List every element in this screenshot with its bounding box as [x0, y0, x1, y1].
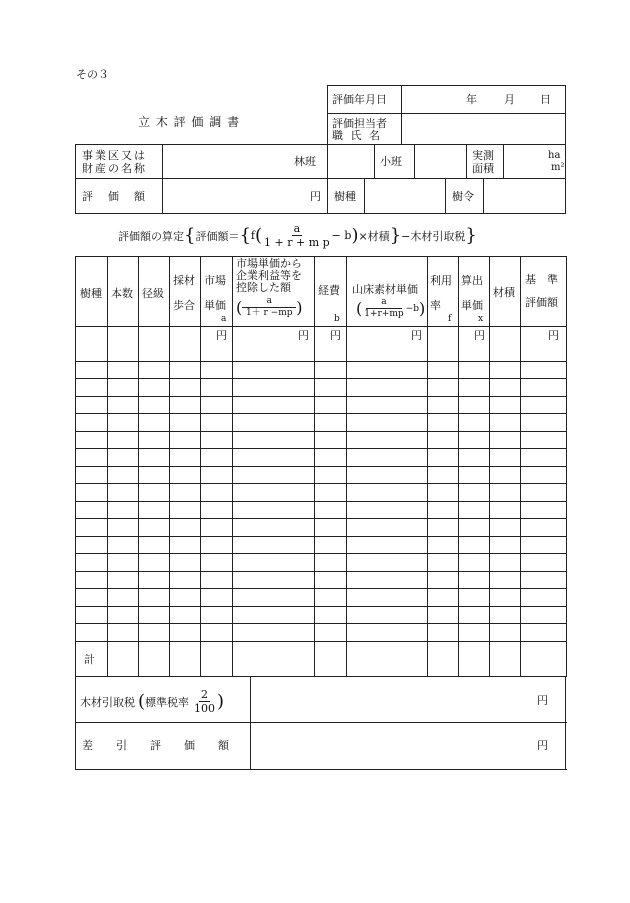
business-label-1: 事業区又は: [82, 149, 147, 162]
col-header-calc-2: 単価: [461, 299, 483, 312]
formula-num: a: [293, 222, 301, 235]
actual-area-label-2: 面積: [472, 162, 494, 175]
eval-amount-label: 評 価 額: [82, 190, 147, 203]
eval-date-field[interactable]: [402, 86, 565, 113]
eval-amount-yen: 円: [310, 190, 321, 203]
formula-times: ×材積: [358, 229, 390, 243]
form-title: 立 木 評 価 調 書: [138, 115, 241, 129]
day-label: 日: [540, 93, 551, 106]
col-header-cost: 経費: [318, 284, 340, 297]
timber-tax-field[interactable]: [252, 677, 522, 721]
year-label: 年: [466, 93, 477, 106]
deduct-num: a: [242, 297, 296, 308]
month-label: 月: [504, 93, 515, 106]
shohan-label: 小班: [380, 155, 402, 168]
col-header-std-2: 評価額: [525, 296, 558, 309]
formula-minus-b: − b: [331, 229, 352, 242]
deduct-den: 1＋ r −mp: [245, 308, 293, 318]
rate-num: 2: [201, 688, 209, 701]
unit-yen-stumpage: 円: [411, 329, 422, 342]
col-header-deduct-1: 市場単価から: [236, 257, 302, 270]
stump-num: a: [366, 298, 402, 309]
deduct-formula: ( $\frac{a}{1+ r -mp}$ ): [236, 296, 303, 318]
rinpan-label: 林班: [294, 155, 316, 168]
eval-person-field[interactable]: [402, 114, 565, 144]
unit-yen-cost: 円: [330, 329, 341, 342]
eval-amount-field[interactable]: [163, 179, 303, 213]
formula: 評価額の算定 { 評価額＝ { f ( $\frac{a}{\text{1 + r + m p}}$ − b ) ×材積 } −木材引取税 }: [118, 222, 477, 249]
stump-den: 1+r+mp: [364, 309, 404, 319]
col-header-util-2: 率: [430, 299, 441, 312]
col-header-yield-1: 採材: [173, 274, 195, 287]
business-label-2: 財産の名称: [82, 162, 147, 175]
timber-tax-label: 木材引取税 ( 標準税率 $\frac{2}{100}$ ): [80, 688, 225, 715]
col-header-market-2: 単価: [204, 299, 226, 312]
unit-ha: ha: [548, 150, 561, 161]
stump-b: −b: [405, 303, 419, 314]
tree-age-label: 樹令: [452, 190, 474, 203]
formula-den: 1 + r + m p: [264, 236, 330, 249]
net-eval-field[interactable]: [252, 723, 522, 768]
col-header-util-1: 利用: [430, 274, 452, 287]
col-header-count: 本数: [111, 287, 133, 300]
net-eval-yen: 円: [537, 739, 548, 752]
page-label: その３: [76, 68, 109, 81]
formula-f: f: [250, 229, 255, 242]
col-header-market-a: a: [221, 314, 227, 324]
unit-yen-calc: 円: [474, 329, 485, 342]
eval-person-label-2: 職 氏 名: [332, 129, 382, 142]
col-header-volume: 材積: [493, 286, 515, 299]
unit-yen-market: 円: [216, 329, 227, 342]
net-eval-label: 差 引 評 価 額: [82, 739, 235, 752]
formula-tail: −木材引取税: [401, 229, 466, 243]
rate-den: 100: [194, 702, 216, 715]
col-header-calc-x: x: [478, 314, 484, 324]
col-header-deduct-2: 企業利益等を: [236, 269, 302, 282]
unit-m2: m²: [551, 162, 565, 173]
col-header-calc-1: 算出: [461, 274, 483, 287]
total-label: 計: [84, 653, 95, 666]
unit-yen-deduct: 円: [298, 329, 309, 342]
col-header-deduct-3: 控除した額: [236, 281, 291, 294]
col-header-cost-b: b: [334, 314, 340, 324]
tree-species-label: 樹種: [334, 190, 356, 203]
formula-fraction: [262, 223, 332, 248]
unit-yen-std: 円: [548, 329, 559, 342]
eval-date-label: 評価年月日: [332, 93, 387, 106]
timber-tax-yen: 円: [537, 694, 548, 707]
timber-tax-text: 木材引取税: [80, 695, 135, 709]
col-header-util-f: f: [448, 314, 452, 324]
actual-area-label-1: 実測: [472, 149, 494, 162]
col-header-std-1: 基 準: [525, 273, 558, 286]
std-rate-label: 標準税率: [145, 695, 190, 709]
col-header-yield-2: 歩合: [173, 299, 195, 312]
business-name-field[interactable]: [163, 145, 288, 178]
formula-lhs: 評価額＝: [195, 229, 240, 243]
formula-label: 評価額の算定: [118, 229, 184, 243]
col-header-market-1: 市場: [204, 274, 226, 287]
eval-person-label-1: 評価担当者: [332, 117, 387, 130]
col-header-species: 樹種: [80, 287, 102, 300]
col-header-diameter: 径級: [142, 287, 164, 300]
col-header-stumpage: 山床素材単価: [352, 283, 418, 296]
stumpage-formula: ( $\frac{a}{1+r+mp}$ −b ): [356, 297, 426, 319]
